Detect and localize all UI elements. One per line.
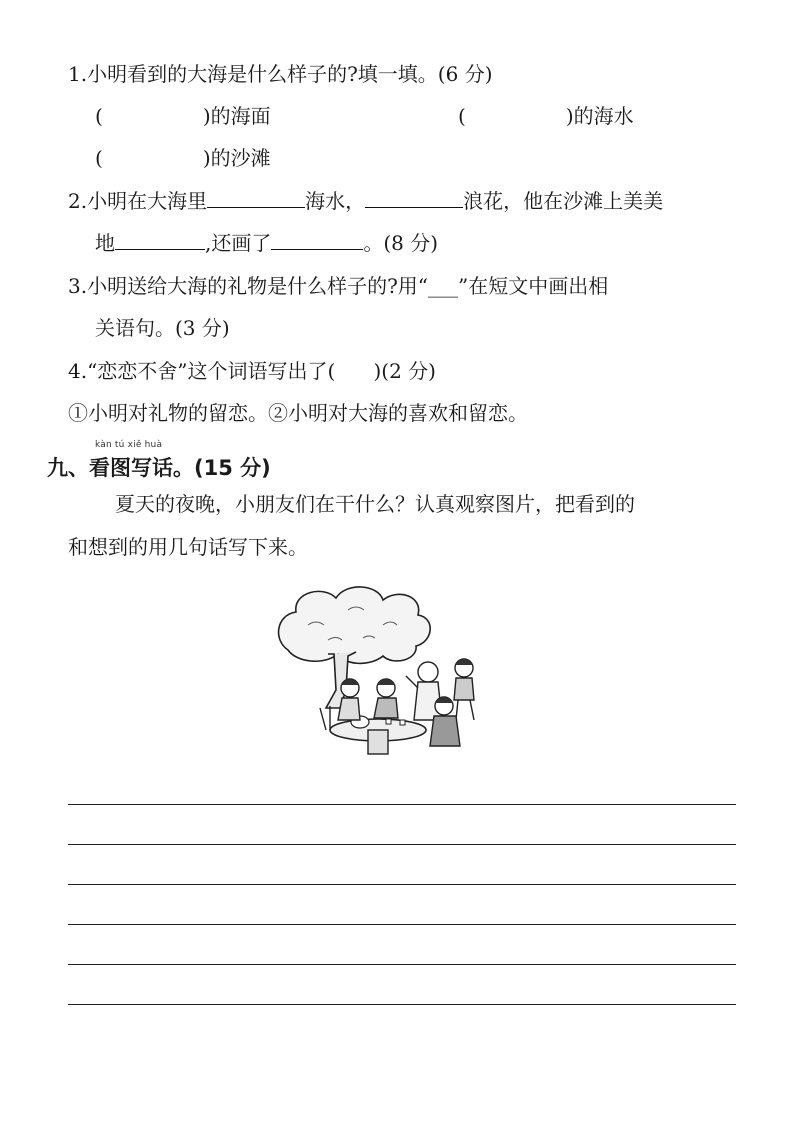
- writing-line-5[interactable]: [68, 964, 736, 965]
- q4-options: ①小明对礼物的留恋。②小明对大海的喜欢和留恋。: [68, 401, 528, 425]
- q3-line1: 3.小明送给大海的礼物是什么样子的?用“___”在短文中画出相: [68, 274, 609, 298]
- q3-line2: 关语句。(3 分): [95, 316, 230, 340]
- q2-seg4: 地: [95, 231, 115, 255]
- q1-item3[interactable]: [95, 144, 271, 172]
- illustration: [268, 580, 498, 760]
- section9-title: 看图写话。(15 分): [89, 456, 271, 480]
- q2-line1: [68, 187, 663, 215]
- writing-line-3[interactable]: [68, 884, 736, 885]
- q1-item3-open: (: [95, 146, 103, 170]
- q2-seg3: 浪花，他在沙滩上美美: [463, 189, 664, 213]
- q1-item3-label: )的沙滩: [202, 146, 271, 170]
- q2-line2: [95, 229, 438, 257]
- section9-instruction-2: 和想到的用几句话写下来。: [68, 535, 308, 559]
- q1-item1[interactable]: [95, 102, 271, 130]
- q1-item1-label: )的海面: [202, 104, 271, 128]
- writing-line-2[interactable]: [68, 844, 736, 845]
- q2-seg6: 。(8 分): [363, 231, 439, 255]
- section9-number: 九、: [47, 456, 89, 480]
- q1-item1-open: (: [95, 104, 103, 128]
- q2-blank1[interactable]: [207, 187, 305, 208]
- writing-line-1[interactable]: [68, 804, 736, 805]
- q2-seg5: ,还画了: [205, 231, 272, 255]
- q1-item2-open: (: [458, 104, 466, 128]
- q1-item2[interactable]: [458, 102, 634, 130]
- q1-prompt: 1.小明看到的大海是什么样子的?填一填。(6 分): [68, 62, 493, 86]
- q2-seg1: 2.小明在大海里: [68, 189, 208, 213]
- writing-line-6[interactable]: [68, 1004, 736, 1005]
- q2-blank2[interactable]: [365, 187, 463, 208]
- section9-instruction-1: 夏天的夜晚，小朋友们在干什么？认真观察图片，把看到的: [115, 492, 635, 516]
- section9-heading: [47, 452, 271, 482]
- q4-prompt: 4.“恋恋不舍”这个词语写出了( )(2 分): [68, 359, 436, 383]
- tree-with-children-and-grandpa-icon: [268, 580, 498, 760]
- q1-item2-label: )的海水: [565, 104, 634, 128]
- q2-blank3[interactable]: [115, 229, 205, 250]
- writing-line-4[interactable]: [68, 924, 736, 925]
- q2-blank4[interactable]: [271, 229, 363, 250]
- section9-pinyin: kàn tú xiě huà: [95, 440, 163, 450]
- q2-seg2: 海水，: [305, 189, 366, 213]
